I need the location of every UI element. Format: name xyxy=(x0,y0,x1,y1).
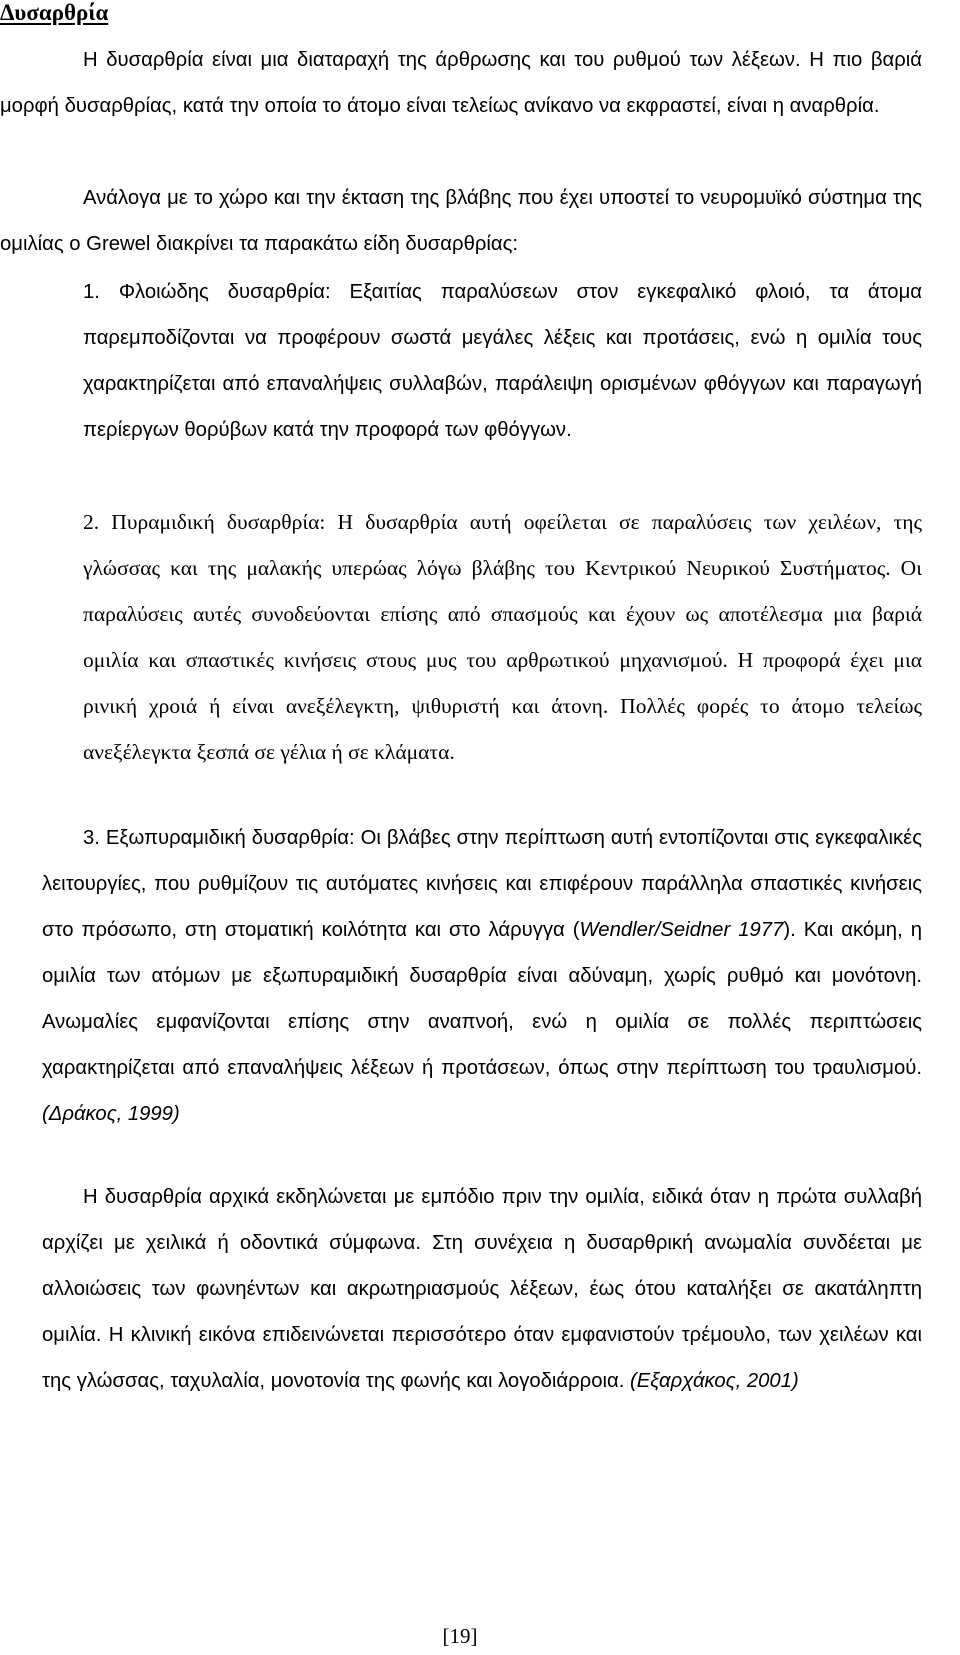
citation-exarchakos: (Εξαρχάκος, 2001) xyxy=(630,1370,799,1392)
clinical-picture-paragraph xyxy=(42,1174,922,1404)
list-item-cortical-dysarthria: 1. Φλοιώδης δυσαρθρία: Εξαιτίας παραλύσεων στον εγκεφαλικό φλοιό, τα άτομα παρεμποδίζονται να προφέρουν σωστά μεγάλες λέξεις και προτάσεις, ενώ η ομιλία τους χαρακτηρίζεται από επαναλήψεις συλλαβών, παράλειψη ορισμένων φθόγγων και παραγωγή περίεργων θορύβων κατά την προφορά των φθόγγων. xyxy=(83,281,922,441)
list-item-pyramidal-dysarthria: 2. Πυραμιδική δυσαρθρία: Η δυσαρθρία αυτή οφείλεται σε παραλύσεις των χειλέων, της γλώσσας και της μαλακής υπερώας λόγω βλάβης του Κεντρικού Νευρικού Συστήματος. Οι παραλύσεις αυτές συνοδεύονται επίσης από σπασμούς και έχουν ως αποτέλεσμα μια βαριά ομιλία και σπαστικές κινήσεις στους μυς του αρθρωτικού μηχανισμού. Η προφορά έχει μια ρινική χροιά ή είναι ανεξέλεγκτη, ψιθυριστή και άτονη. Πολλές φορές το άτομο τελείως ανεξέλεγκτα ξεσπά σε γέλια ή σε κλάματα. xyxy=(83,510,922,764)
list-item-extrapyramidal-dysarthria xyxy=(42,815,922,1137)
item3-text-part1: 3. Εξωπυραμιδική δυσαρθρία: Οι βλάβες στην περίπτωση αυτή εντοπίζονται στις εγκεφαλικές λειτουργίες, που ρυθμίζουν τις αυτόματες κινήσεις και επιφέρουν παράλληλα σπαστικές κινήσεις στο πρόσωπο, στη στοματική κοιλότητα και στο λάρυγγα ( xyxy=(42,827,922,941)
classification-paragraph: Ανάλογα με το χώρο και την έκταση της βλάβης που έχει υποστεί το νευρομυϊκό σύστημα της ομιλίας ο Grewel διακρίνει τα παρακάτω είδη δυσαρθρίας: xyxy=(0,187,922,255)
item3-text-part2: ). Και ακόμη, η ομιλία των ατόμων με εξωπυραμιδική δυσαρθρία είναι αδύναμη, χωρίς ρυθμό και μονότονη. Ανωμαλίες εμφανίζονται επίσης στην αναπνοή, ενώ η ομιλία σε πολλές περιπτώσεις χαρακτηρίζεται από επαναλήψεις λέξεων ή προτάσεων, όπως στην περίπτωση του τραυλισμού. xyxy=(42,919,922,1079)
clinical-picture-text: Η δυσαρθρία αρχικά εκδηλώνεται με εμπόδιο πριν την ομιλία, ειδικά όταν η πρώτα συλλαβή αρχίζει με χειλικά ή οδοντικά σύμφωνα. Στη συνέχεια η δυσαρθρική ανωμαλία συνδέεται με αλλοιώσεις των φωνηέντων και ακρωτηριασμούς λέξεων, έως ότου καταλήξει σε ακατάληπτη ομιλία. Η κλινική εικόνα επιδεινώνεται περισσότερο όταν εμφανιστούν τρέμουλο, των χειλέων και της γλώσσας, ταχυλαλία, μονοτονία της φωνής και λογοδιάρροια. xyxy=(42,1186,922,1392)
intro-paragraph: Η δυσαρθρία είναι μια διαταραχή της άρθρωσης και του ρυθμού των λέξεων. Η πιο βαριά μορφή δυσαρθρίας, κατά την οποία το άτομο είναι τελείως ανίκανο να εκφραστεί, είναι η αναρθρία. xyxy=(0,49,922,117)
citation-drakos: (Δράκος, 1999) xyxy=(42,1103,180,1125)
page-number: [19] xyxy=(442,1624,478,1648)
section-heading: Δυσαρθρία xyxy=(0,0,109,25)
citation-wendler-seidner: Wendler/Seidner 1977 xyxy=(579,919,784,941)
